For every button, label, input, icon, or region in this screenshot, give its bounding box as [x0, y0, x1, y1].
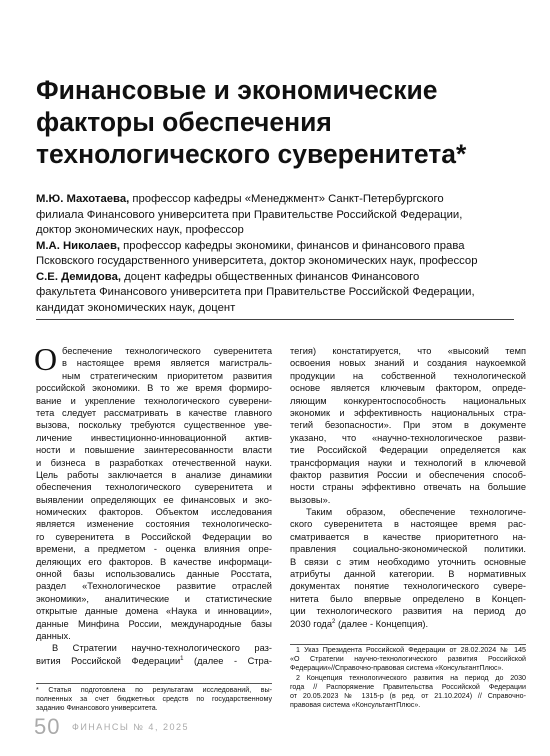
left-body-line: в настоящее время является магистраль-: [62, 358, 272, 369]
right-body-line: правления социально-экономической политики.: [290, 544, 526, 555]
author-3-affil-1: доцент кафедры общественных финансов Финансового: [121, 270, 420, 283]
left-body-line: данных.: [36, 630, 71, 641]
author-3-line-1: [36, 270, 526, 286]
left-footnote: [36, 686, 272, 714]
right-body-line: нитета было впервые определено в Концеп-: [290, 593, 526, 604]
right-body-line: тие Российской Федерации определяется как: [290, 445, 526, 456]
left-body-line: ным стратегическим приоритетом развития: [62, 370, 272, 381]
authors-block: [36, 192, 526, 316]
left-body-line: раздел «Технологическое развитие отраслей: [36, 581, 272, 592]
left-body-line: тета следует рассматривать в качестве главного: [36, 407, 272, 418]
left-body-line: В Стратегии научно-технологического раз-: [52, 643, 272, 654]
right-body-line: В связи с этим необходимо уточнить основные: [290, 556, 526, 567]
left-body-line: [36, 655, 272, 667]
right-footnotes: [290, 646, 526, 710]
dropcap-letter: О: [34, 341, 58, 377]
header-divider: [36, 319, 514, 320]
left-body-line: экономики», аналитические и статистические: [36, 593, 272, 604]
journal-issue: ФИНАНСЫ № 4, 2025: [72, 722, 189, 732]
author-3-affil-3: кандидат экономических наук, доцент: [36, 301, 236, 314]
left-body-line: вание и укрепление технологического суверени-: [36, 395, 272, 406]
right-footnote-line: года // Распоряжение Правительства Российской Федерации: [290, 682, 526, 691]
left-body-line: является изменение состояния технологическо-: [36, 519, 272, 530]
left-footnote-line: полненных за счет бюджетных средств по государственному: [36, 695, 272, 704]
left-body-line: и бизнеса в разработках отечественной науки.: [36, 457, 272, 468]
right-column-body: [290, 345, 526, 630]
author-2-name: М.А. Николаев,: [36, 239, 121, 252]
right-body-line: вызовы».: [290, 494, 331, 505]
left-body-text: вития Российской Федерации: [36, 655, 181, 666]
right-footnote-line: «О Стратегии научно-технологического развития Российской: [290, 655, 526, 664]
left-body-line: открытые данные домена «Наука и инновации»,: [36, 606, 272, 617]
title-line-1: Финансовые и экономические: [36, 75, 438, 105]
left-body-line: времени, а предметом - оценка влияния опре-: [36, 544, 272, 555]
title-line-2: факторы обеспечения: [36, 107, 332, 137]
author-2-affil-2: Псковского государственного университета, доктор экономических наук, профессор: [36, 255, 478, 267]
right-body-line: основе является ключевым фактором, опреде-: [290, 383, 526, 394]
right-body-line: продукции на собственной технологической: [290, 370, 526, 381]
right-body-line: [290, 618, 526, 630]
right-body-line: ции технологического развития на период до: [290, 606, 526, 617]
right-body-line: сматривается в качестве приоритетного на-: [290, 531, 526, 542]
left-body-line: выявлении определяющих ее финансовых и эко-: [36, 494, 272, 505]
author-1-name: М.Ю. Махотаева,: [36, 193, 130, 205]
left-column-body: [34, 341, 272, 667]
right-body-line: тегий безопасности». При этом в документе: [290, 420, 526, 431]
left-body-line: обеспечения технологического суверенитета и: [36, 482, 272, 493]
left-body-line: беспечение технологического суверенитета: [62, 346, 272, 356]
footnote-ref-1: 1: [180, 655, 184, 662]
left-body-line: ности и повышение заинтересованности власти: [36, 445, 272, 456]
right-footnote-line: Федерации»//Справочно-правовая система «КонсультантПлюс».: [290, 664, 504, 673]
right-body-line: документах понятие технологического сувере-: [290, 581, 526, 592]
footnote-ref-2: 2: [332, 618, 336, 625]
left-body-line: деляющих его факторов. В качестве информаци-: [36, 556, 272, 567]
right-body-line: ского суверенитета в настоящее время рас-: [290, 519, 526, 530]
author-2-affil-1: профессор кафедры экономики, финансов и финансового права: [120, 239, 465, 252]
right-body-line: освоения новых знаний и создания наукоемкой: [290, 358, 526, 369]
author-1-affil-2: филиала Финансового университета при Правительстве Российской Федерации,: [36, 208, 463, 221]
left-body-line: номических факторов. Объектом исследования: [36, 507, 272, 518]
right-body-line: атрибуты данной категории. В нормативных: [290, 569, 526, 580]
left-footnote-line: заданию Финансового университета.: [36, 704, 158, 713]
author-3-name: С.Е. Демидова,: [36, 270, 122, 283]
right-body-line: экономик и эффективность национальных стра-: [290, 407, 526, 418]
left-body-line: данные Минфина России, международные базы: [36, 618, 272, 629]
left-body-line: онной базы использовались данные Росстата,: [36, 569, 272, 580]
right-body-line: тегия) констатируется, что «высокий темп: [290, 346, 526, 356]
left-body-line: личение инвестиционно-инновационной актив-: [36, 432, 272, 443]
right-body-line: ности страны эффективно отвечать на большие: [290, 482, 526, 493]
right-body-line: трансформация науки и технологий в ключевой: [290, 457, 526, 468]
author-1-affil-3: доктор экономических наук, профессор: [36, 224, 244, 236]
right-footnote-divider: [290, 644, 526, 645]
author-2-line-1: [36, 239, 526, 255]
left-body-text-tail: (далее - Стра-: [183, 655, 272, 666]
right-footnote-line: от 20.05.2023 № 1315-р (в ред. от 21.10.2024) // Справочно-: [290, 691, 526, 700]
left-body-line: вызова, поскольку требуются существенное уве-: [36, 420, 272, 431]
right-body-text-tail: (далее - Концепция).: [335, 618, 429, 629]
title-line-3: технологического суверенитета*: [36, 139, 467, 169]
article-title: [36, 74, 516, 170]
right-body-line: ляющим конкурентоспособность национальных: [290, 395, 526, 406]
left-body-line: го суверенитета в Российской Федерации во: [36, 531, 272, 542]
right-body-line: Таким образом, обеспечение технологиче-: [306, 507, 526, 518]
author-1-affil-1: профессор кафедры «Менеджмент» Санкт-Петербургского: [129, 193, 444, 205]
right-footnote-line: 2 Концепция технологического развития на период до 2030: [296, 673, 526, 682]
right-body-text: 2030 года: [290, 618, 333, 629]
left-footnote-divider: [36, 683, 272, 684]
right-footnote-line: правовая система «КонсультантПлюс».: [290, 701, 421, 710]
left-footnote-line: * Статья подготовлена по результатам исследований, вы-: [36, 686, 272, 694]
left-body-line: российской экономики. В то же время формиро-: [36, 383, 272, 394]
author-3-affil-2: факультета Финансового университета при Правительстве Российской Федерации,: [36, 286, 475, 298]
right-body-line: указано, что «научно-технологическое разви-: [290, 432, 526, 443]
author-1-line-1: [36, 192, 526, 208]
right-body-line: фактор развития России и обеспечения способ-: [290, 469, 526, 480]
left-body-line: Цель работы заключается в анализе динамики: [36, 469, 272, 480]
right-footnote-line: 1 Указ Президента Российской Федерации от 28.02.2024 № 145: [296, 646, 526, 654]
page-number: 50: [34, 714, 61, 739]
